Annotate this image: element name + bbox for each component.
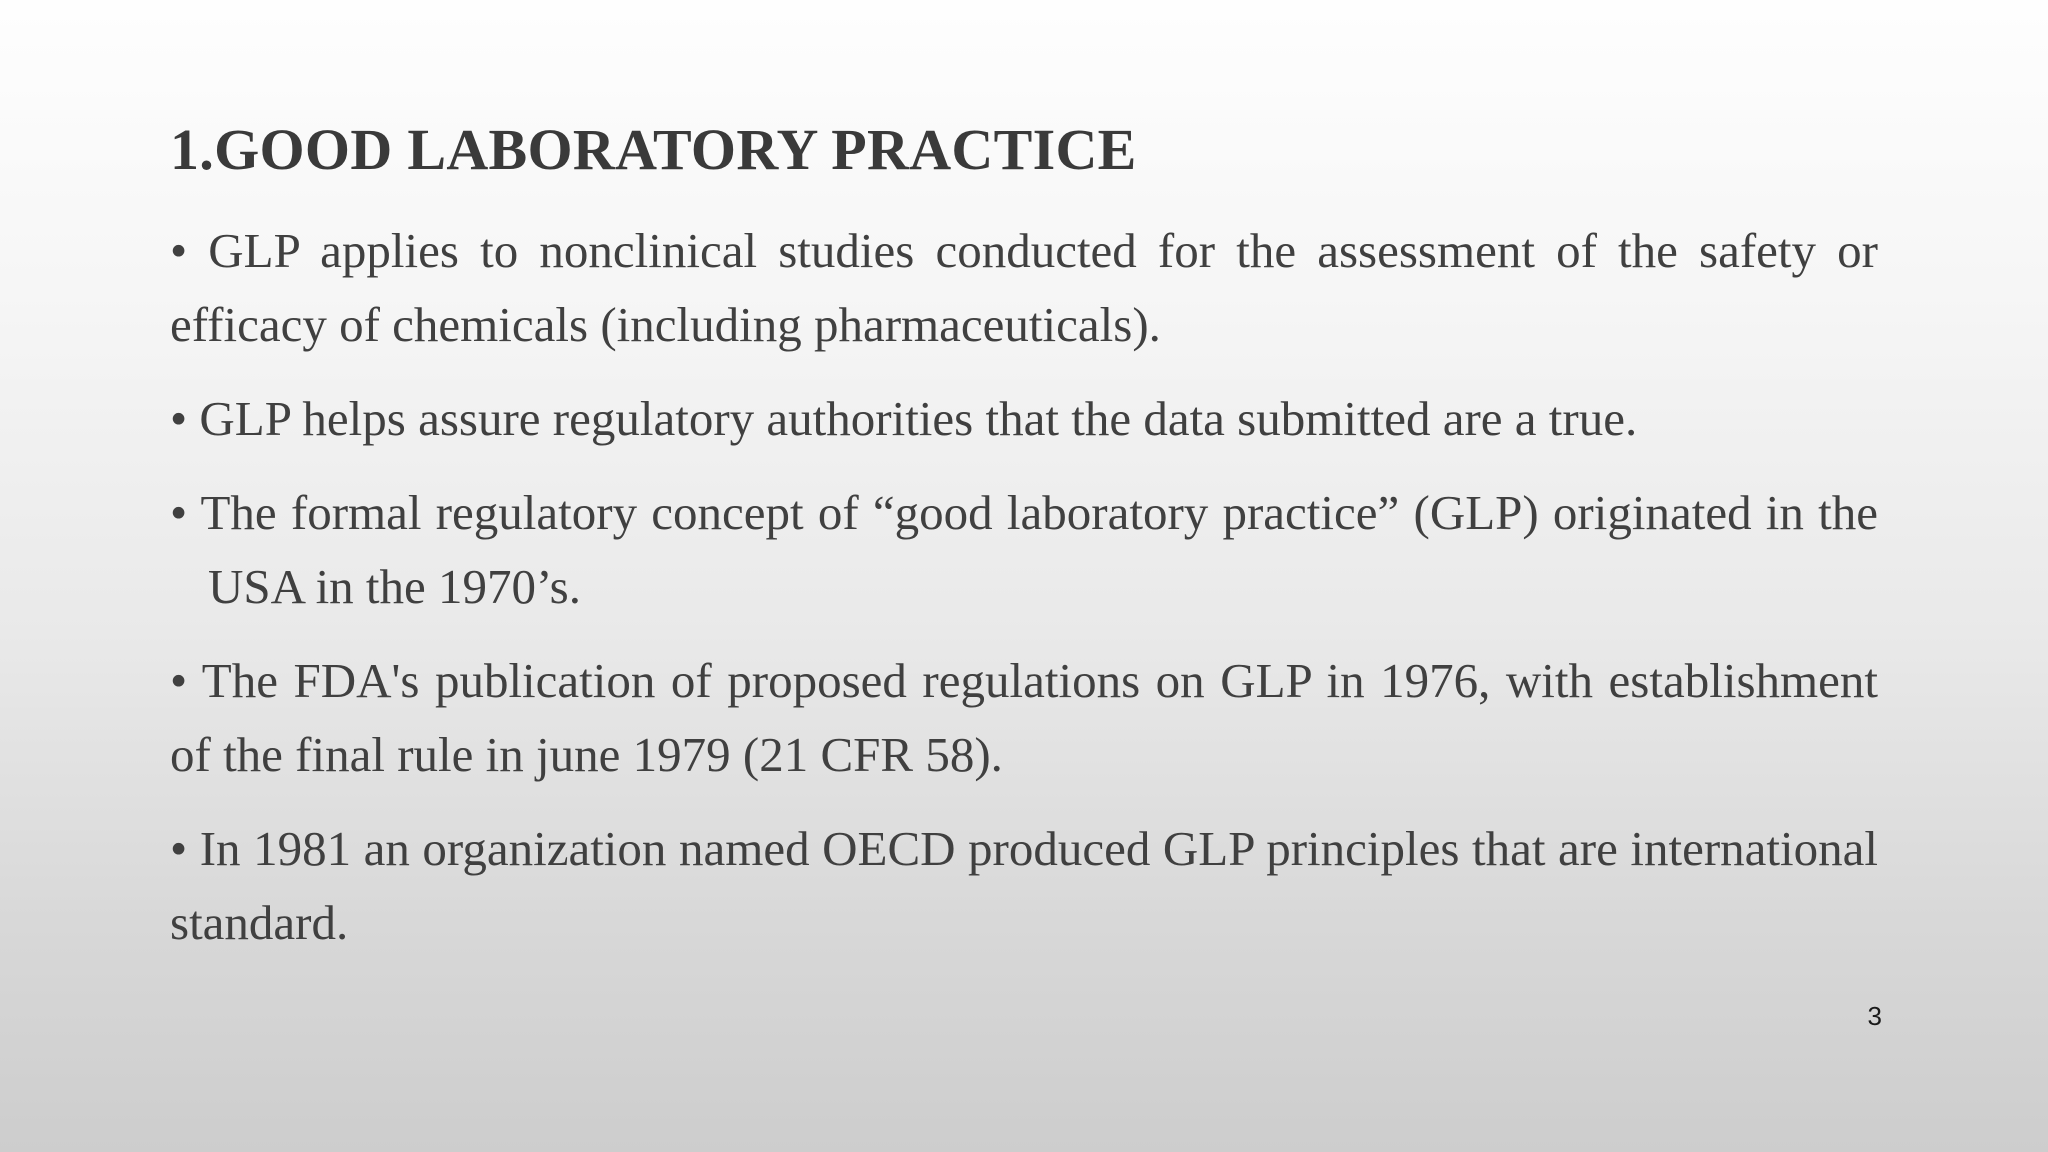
bullet-oecd-principles: • In 1981 an organization named OECD produced GLP principles that are international standard.: [170, 821, 1878, 950]
slide-title: 1.GOOD LABORATORY PRACTICE: [170, 117, 1137, 182]
bullet-glp-assurance: • GLP helps assure regulatory authorities that the data submitted are a true.: [170, 391, 1638, 446]
page-number: 3: [1867, 1001, 1882, 1031]
bullet-list: [170, 214, 1878, 980]
bullet-glp-scope: • GLP applies to nonclinical studies conducted for the assessment of the safety or efficacy of chemicals (including pharmaceuticals).: [170, 223, 1878, 352]
bullet-fda-publication: • The FDA's publication of proposed regulations on GLP in 1976, with establishment of the final rule in june 1979 (21 CFR 58).: [170, 653, 1878, 782]
bullet-glp-origin: • The formal regulatory concept of “good laboratory practice” (GLP) originated in the USA in the 1970’s.: [170, 485, 1878, 614]
